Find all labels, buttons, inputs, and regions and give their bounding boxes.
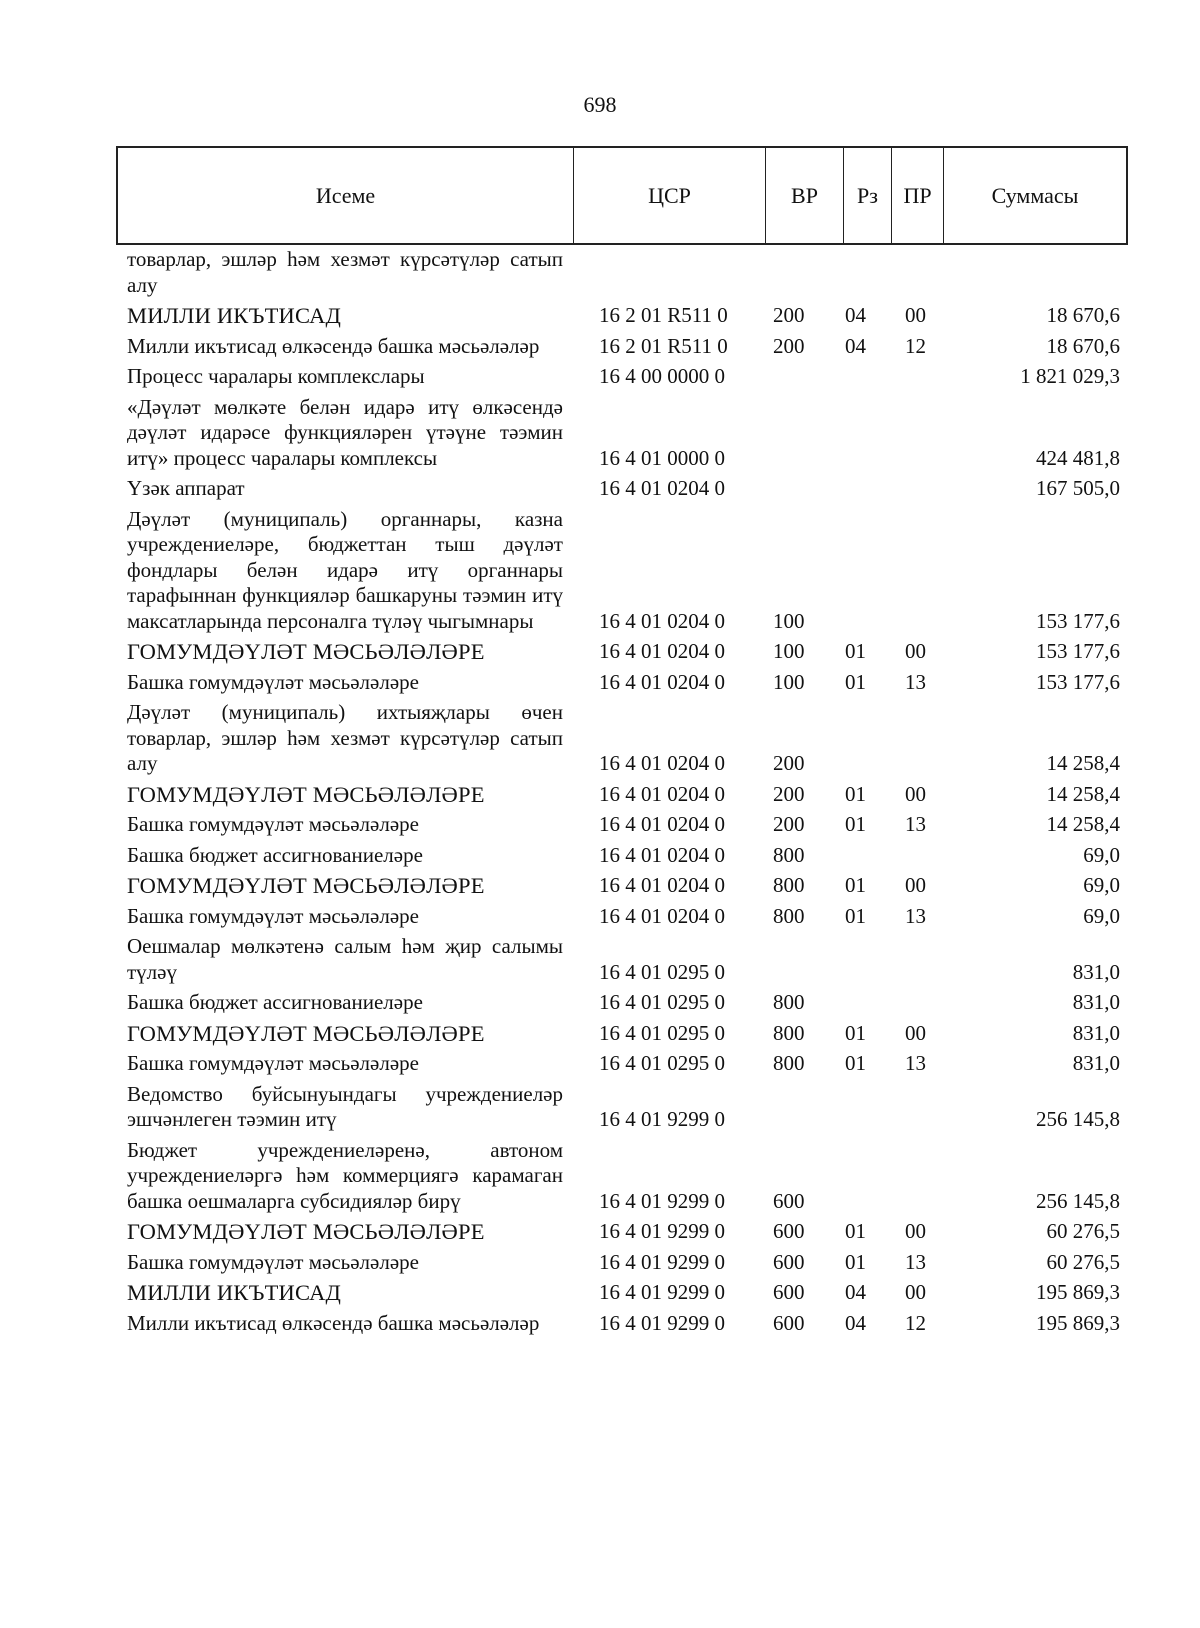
cell-pr: 13 — [905, 1051, 926, 1075]
cell-vr: 200 — [773, 781, 805, 806]
cell-name: Милли икътисад өлкәсендә башка мәсьәләләр — [127, 1310, 540, 1335]
cell-csr: 16 4 01 0204 0 — [599, 812, 725, 836]
cell-name: Оешмалар мөлкәтенә салым һәм җир салымы түләү — [127, 934, 563, 984]
cell-sum: 153 177,6 — [1036, 669, 1120, 694]
table-row — [127, 507, 1128, 635]
cell-vr: 800 — [773, 1020, 805, 1045]
cell-name: Башка гомумдәүләт мәсьәләләре — [127, 1051, 419, 1075]
table-row — [127, 395, 1128, 472]
cell-name: Ведомство буйсынуындагы учреждениеләр эшчәнлеген тәэмин итү — [127, 1081, 563, 1131]
cell-sum: 831,0 — [1072, 990, 1120, 1014]
cell-rz: 01 — [845, 669, 866, 694]
cell-sum: 195 869,3 — [1036, 1310, 1120, 1335]
cell-sum: 69,0 — [1083, 873, 1120, 897]
cell-sum: 18 670,6 — [1046, 303, 1120, 327]
cell-sum: 60 276,5 — [1046, 1219, 1120, 1243]
cell-name: ГОМУМДӘҮЛӘТ МӘСЬӘЛӘЛӘРЕ — [127, 1219, 485, 1244]
cell-csr: 16 2 01 R511 0 — [599, 333, 728, 358]
cell-vr: 200 — [773, 751, 805, 775]
page-number: 698 — [583, 92, 617, 117]
cell-vr: 600 — [773, 1249, 805, 1274]
cell-name: Башка бюджет ассигнованиеләре — [127, 990, 423, 1014]
cell-sum: 195 869,3 — [1036, 1280, 1120, 1304]
cell-rz: 04 — [845, 303, 866, 327]
table-row — [127, 990, 1128, 1016]
table-row — [127, 904, 1128, 930]
cell-rz: 04 — [845, 333, 866, 358]
cell-name: Үзәк аппарат — [127, 476, 245, 500]
cell-vr: 200 — [773, 812, 805, 836]
header-name: Исеме — [118, 148, 574, 243]
header-vr: ВР — [766, 148, 844, 243]
cell-name: Дәүләт (муниципаль) ихтыяҗлары өчен товарлар, эшләр һәм хезмәт күрсәтүләр сатып алу — [127, 700, 563, 775]
cell-vr: 600 — [773, 1219, 805, 1243]
cell-csr: 16 4 01 0295 0 — [599, 1051, 725, 1075]
table-row — [127, 670, 1128, 696]
cell-sum: 167 505,0 — [1036, 476, 1120, 500]
cell-name: Милли икътисад өлкәсендә башка мәсьәләләр — [127, 333, 540, 358]
table-row — [127, 934, 1128, 985]
cell-pr: 13 — [905, 1249, 926, 1274]
cell-pr: 13 — [905, 903, 926, 928]
cell-name: ГОМУМДӘҮЛӘТ МӘСЬӘЛӘЛӘРЕ — [127, 639, 485, 664]
cell-rz: 01 — [845, 1249, 866, 1274]
cell-rz: 01 — [845, 873, 866, 897]
cell-vr: 800 — [773, 990, 805, 1014]
cell-csr: 16 4 01 0000 0 — [599, 445, 725, 470]
cell-csr: 16 4 01 0204 0 — [599, 639, 725, 663]
cell-csr: 16 4 01 0204 0 — [599, 751, 725, 775]
cell-sum: 831,0 — [1072, 1051, 1120, 1075]
cell-sum: 69,0 — [1083, 842, 1120, 867]
cell-sum: 14 258,4 — [1046, 781, 1120, 806]
cell-csr: 16 4 01 9299 0 — [599, 1107, 725, 1131]
table-row — [127, 1280, 1128, 1306]
cell-rz: 04 — [845, 1280, 866, 1304]
table-row — [127, 303, 1128, 329]
cell-sum: 60 276,5 — [1046, 1249, 1120, 1274]
cell-name: Бюджет учреждениеләренә, автоном учреждениеләргә һәм коммерциягә карамаган башка оешмаларга субсидияләр бирү — [127, 1137, 563, 1213]
cell-pr: 00 — [905, 781, 926, 806]
cell-pr: 00 — [905, 1219, 926, 1243]
cell-pr: 00 — [905, 873, 926, 897]
cell-csr: 16 4 01 0204 0 — [599, 903, 725, 928]
cell-rz: 01 — [845, 1051, 866, 1075]
header-rz: Рз — [844, 148, 892, 243]
cell-name: ГОМУМДӘҮЛӘТ МӘСЬӘЛӘЛӘРЕ — [127, 781, 485, 807]
cell-sum: 18 670,6 — [1046, 333, 1120, 358]
cell-sum: 69,0 — [1083, 903, 1120, 928]
cell-name: Дәүләт (муниципаль) органнары, казна учреждениеләре, бюджеттан тыш дәүләт фондлары белән идарә итү органнары тарафыннан функцияләр башкаруны тәэмин итү максатларында персоналга түләү чыгымнары — [127, 506, 563, 633]
cell-pr: 12 — [905, 1310, 926, 1335]
cell-vr: 200 — [773, 333, 805, 358]
cell-name: Башка гомумдәүләт мәсьәләләре — [127, 1249, 419, 1274]
cell-sum: 14 258,4 — [1046, 812, 1120, 836]
cell-name: Башка гомумдәүләт мәсьәләләре — [127, 903, 419, 928]
cell-csr: 16 4 01 0204 0 — [599, 608, 725, 633]
cell-pr: 00 — [905, 1020, 926, 1045]
cell-pr: 00 — [905, 639, 926, 663]
cell-csr: 16 2 01 R511 0 — [599, 303, 728, 327]
header-sum: Суммасы — [991, 182, 1079, 208]
cell-name: товарлар, эшләр һәм хезмәт күрсәтүләр сатып алу — [127, 247, 563, 297]
cell-csr: 16 4 01 0204 0 — [599, 873, 725, 897]
cell-csr: 16 4 01 9299 0 — [599, 1219, 725, 1243]
cell-sum: 424 481,8 — [1036, 445, 1120, 470]
cell-sum: 256 145,8 — [1036, 1188, 1120, 1213]
cell-vr: 100 — [773, 639, 805, 663]
header-pr: ПР — [892, 148, 944, 243]
cell-sum: 256 145,8 — [1036, 1107, 1120, 1131]
cell-csr: 16 4 01 0295 0 — [599, 990, 725, 1014]
cell-rz: 01 — [845, 1219, 866, 1243]
cell-csr: 16 4 01 0204 0 — [599, 476, 725, 500]
cell-name: ГОМУМДӘҮЛӘТ МӘСЬӘЛӘЛӘРЕ — [127, 1020, 485, 1046]
table-row — [127, 334, 1128, 360]
cell-name: Башка гомумдәүләт мәсьәләләре — [127, 669, 419, 694]
cell-csr: 16 4 01 9299 0 — [599, 1280, 725, 1304]
cell-name: Башка гомумдәүләт мәсьәләләре — [127, 812, 419, 836]
table-row — [127, 782, 1128, 808]
cell-name: ГОМУМДӘҮЛӘТ МӘСЬӘЛӘЛӘРЕ — [127, 873, 485, 898]
cell-vr: 100 — [773, 608, 805, 633]
cell-sum: 831,0 — [1072, 959, 1120, 984]
cell-sum: 153 177,6 — [1036, 608, 1120, 633]
cell-sum: 831,0 — [1072, 1020, 1120, 1045]
cell-csr: 16 4 01 0204 0 — [599, 842, 725, 867]
table-row — [127, 1138, 1128, 1215]
table-row — [127, 1311, 1128, 1337]
table-row — [127, 1051, 1128, 1077]
cell-rz: 01 — [845, 639, 866, 663]
cell-vr: 800 — [773, 903, 805, 928]
table-row — [127, 1219, 1128, 1245]
cell-name: «Дәүләт мөлкәте белән идарә итү өлкәсендә дәүләт идарәсе функцияләрен үтәүне тәэмин итү» процесс чаралары комплексы — [127, 394, 563, 470]
table-row — [127, 843, 1128, 869]
cell-csr: 16 4 01 9299 0 — [599, 1188, 725, 1213]
cell-csr: 16 4 01 0204 0 — [599, 669, 725, 694]
cell-pr: 13 — [905, 812, 926, 836]
cell-csr: 16 4 01 9299 0 — [599, 1310, 725, 1335]
cell-vr: 600 — [773, 1280, 805, 1304]
table-row — [127, 700, 1128, 777]
table-row — [127, 1250, 1128, 1276]
cell-csr: 16 4 01 0295 0 — [599, 959, 725, 984]
table-row — [127, 812, 1128, 838]
cell-csr: 16 4 01 0204 0 — [599, 781, 725, 806]
cell-name: Процесс чаралары комплекслары — [127, 364, 425, 388]
cell-pr: 13 — [905, 669, 926, 694]
cell-vr: 800 — [773, 1051, 805, 1075]
cell-vr: 800 — [773, 842, 805, 867]
cell-vr: 800 — [773, 873, 805, 897]
table-body — [127, 247, 1128, 1341]
cell-rz: 01 — [845, 781, 866, 806]
cell-rz: 01 — [845, 1020, 866, 1045]
table-row — [127, 247, 1128, 298]
cell-name: Башка бюджет ассигнованиеләре — [127, 842, 423, 867]
table-row — [127, 476, 1128, 502]
cell-pr: 00 — [905, 303, 926, 327]
cell-csr: 16 4 01 9299 0 — [599, 1249, 725, 1274]
cell-csr: 16 4 00 0000 0 — [599, 364, 725, 388]
table-row — [127, 1082, 1128, 1133]
cell-sum: 153 177,6 — [1036, 639, 1120, 663]
table-row — [127, 639, 1128, 665]
table-row — [127, 1021, 1128, 1047]
cell-vr: 600 — [773, 1310, 805, 1335]
cell-name: МИЛЛИ ИКЪТИСАД — [127, 303, 342, 328]
table-row — [127, 873, 1128, 899]
cell-sum: 14 258,4 — [1046, 751, 1120, 775]
cell-vr: 200 — [773, 303, 805, 327]
cell-pr: 12 — [905, 333, 926, 358]
table-header — [116, 146, 1128, 245]
cell-rz: 01 — [845, 812, 866, 836]
header-csr: ЦСР — [574, 148, 766, 243]
table-row — [127, 364, 1128, 390]
cell-rz: 04 — [845, 1310, 866, 1335]
cell-name: МИЛЛИ ИКЪТИСАД — [127, 1280, 342, 1305]
cell-pr: 00 — [905, 1280, 926, 1304]
cell-csr: 16 4 01 0295 0 — [599, 1020, 725, 1045]
cell-vr: 600 — [773, 1188, 805, 1213]
cell-vr: 100 — [773, 669, 805, 694]
cell-sum: 1 821 029,3 — [1020, 364, 1120, 388]
cell-rz: 01 — [845, 903, 866, 928]
